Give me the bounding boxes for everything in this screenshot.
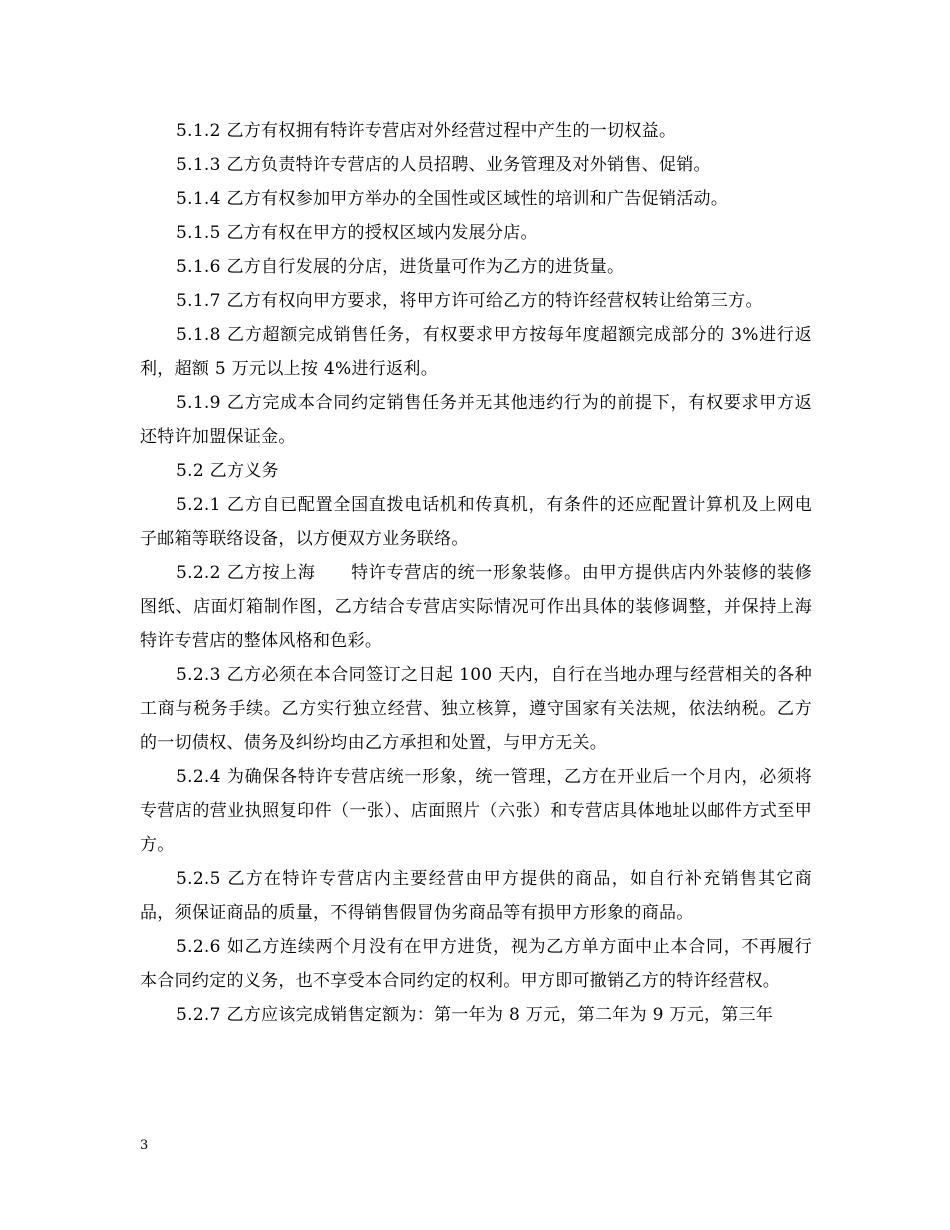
clause-5-2-3: 5.2.3 乙方必须在本合同签订之日起 100 天内，自行在当地办理与经营相关的各种工商与税务手续。乙方实行独立经营、独立核算，遵守国家有关法规，依法纳税。乙方的一切债权、债务及纠纷均由乙方承担和处置，与甲方无关。 — [140, 665, 812, 753]
clause-5-1-9: 5.1.9 乙方完成本合同约定销售任务并无其他违约行为的前提下，有权要求甲方返还特许加盟保证金。 — [140, 393, 812, 447]
section-heading-5-2: 5.2 乙方义务 — [176, 461, 279, 481]
clause-5-1-4: 5.1.4 乙方有权参加甲方举办的全国性或区域性的培训和广告促销活动。 — [176, 189, 729, 209]
clause-5-1-2: 5.1.2 乙方有权拥有特许专营店对外经营过程中产生的一切权益。 — [176, 121, 677, 141]
clause-5-2-5: 5.2.5 乙方在特许专营店内主要经营由甲方提供的商品，如自行补充销售其它商品，须保证商品的质量，不得销售假冒伪劣商品等有损甲方形象的商品。 — [140, 869, 812, 923]
clause-5-1-6: 5.1.6 乙方自行发展的分店，进货量可作为乙方的进货量。 — [176, 257, 625, 277]
clause-5-1-3: 5.1.3 乙方负责特许专营店的人员招聘、业务管理及对外销售、促销。 — [176, 155, 711, 175]
page-number: 3 — [140, 1138, 149, 1153]
clause-5-2-2: 5.2.2 乙方按上海 特许专营店的统一形象装修。由甲方提供店内外装修的装修图纸、店面灯箱制作图，乙方结合专营店实际情况可作出具体的装修调整，并保持上海 特许专营店的整体风格和色彩。 — [140, 563, 847, 651]
clause-5-1-7: 5.1.7 乙方有权向甲方要求，将甲方许可给乙方的特许经营权转让给第三方。 — [176, 291, 763, 311]
clause-5-2-7: 5.2.7 乙方应该完成销售定额为：第一年为 8 万元，第二年为 9 万元，第三年 — [176, 1005, 774, 1025]
clause-5-1-8: 5.1.8 乙方超额完成销售任务，有权要求甲方按每年度超额完成部分的 3%进行返利，超额 5 万元以上按 4%进行返利。 — [140, 325, 812, 379]
clause-5-2-6: 5.2.6 如乙方连续两个月没有在甲方进货，视为乙方单方面中止本合同，不再履行本合同约定的义务，也不享受本合同约定的权利。甲方即可撤销乙方的特许经营权。 — [140, 937, 812, 991]
clause-5-2-4: 5.2.4 为确保各特许专营店统一形象，统一管理，乙方在开业后一个月内，必须将专营店的营业执照复印件（一张）、店面照片（六张）和专营店具体地址以邮件方式至甲方。 — [140, 767, 812, 855]
clause-5-2-1: 5.2.1 乙方自已配置全国直拨电话机和传真机，有条件的还应配置计算机及上网电子邮箱等联络设备，以方便双方业务联络。 — [140, 495, 812, 549]
document-body — [140, 114, 847, 1032]
clause-5-1-5: 5.1.5 乙方有权在甲方的授权区域内发展分店。 — [176, 223, 538, 243]
